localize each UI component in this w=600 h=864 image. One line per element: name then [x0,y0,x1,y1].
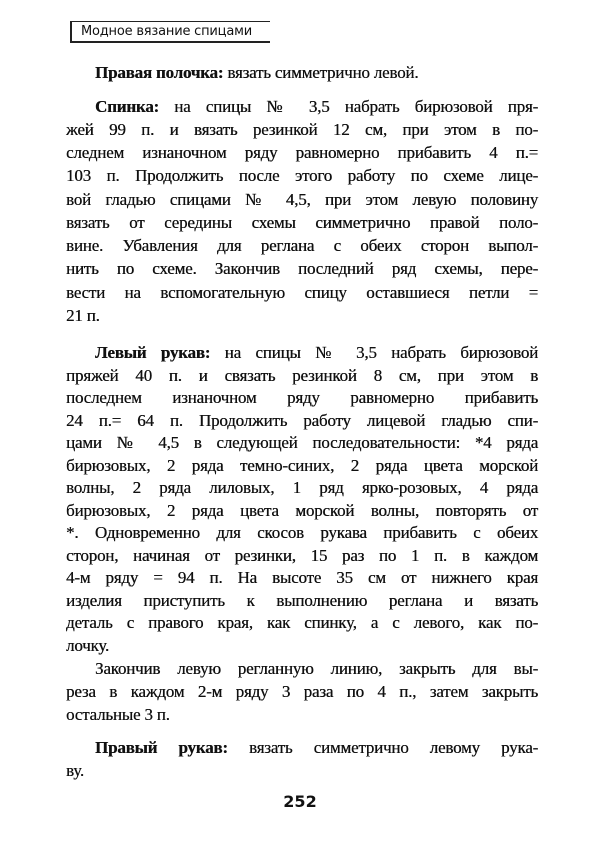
paragraph-back-line [66,282,538,303]
paragraph-left-sleeve-line [66,455,538,476]
line-text: бирюзовых, 2 ряда темно-синих, 2 ряда цвета морской [66,455,538,475]
paragraph-left-sleeve-line [66,477,538,498]
line-text: 21 п. [66,306,100,325]
paragraph-back-line [66,212,538,233]
line-text: вести на вспомогательную спицу оставшиеся петли = [66,283,538,302]
paragraph-neckline-line [66,681,538,702]
line-text: следнем изнаночном ряду равномерно прибавить 4 п.= [66,143,538,162]
line-text: изделия приступить к выполнению реглана и вязать [66,590,538,610]
running-title: Модное вязание спицами [81,24,252,39]
line-text: реза в каждом 2-м ряду 3 раза по 4 п., затем закрыть [66,682,538,701]
line-text: 103 п. Продолжить после этого работу по схеме лице- [66,166,538,185]
section-heading: Правый рукав: [95,738,228,757]
paragraph-neckline-line [66,704,538,725]
paragraph-left-sleeve-line [66,635,538,656]
line-text: волны, 2 ряда лиловых, 1 ряд ярко-розовых, 4 ряда [66,478,538,497]
line-text: последнем изнаночном ряду равномерно прибавить [66,388,538,407]
paragraph-left-sleeve-line [66,612,538,633]
line-text: цами № 4,5 в следующей последовательности: *4 ряда [66,433,538,452]
line-text: деталь с правого края, как спинку, а с левого, как по- [66,613,538,632]
line-text: нить по схеме. Закончив последний ряд схемы, пере- [66,259,538,278]
paragraph-left-sleeve-line [66,432,538,453]
line-text: Закончив левую регланную линию, закрыть для вы- [95,659,538,678]
paragraph-left-sleeve-line [66,410,538,431]
paragraph-left-sleeve-line [66,522,538,543]
paragraph-left-sleeve-line [66,365,538,386]
paragraph-back-line [66,189,538,210]
paragraph-right-sleeve-line [95,737,538,758]
line-text: пряжей 40 п. и связать резинкой 8 см, при этом в [66,365,538,385]
paragraph-left-sleeve-line [66,545,538,566]
line-text: *. Одновременно для скосов рукава прибавить с обеих [66,523,538,542]
line-text: на спицы № 3,5 набрать бирюзовой [210,343,538,362]
running-header [70,21,270,43]
line-text: вязать симметрично левой. [223,63,419,82]
section-heading: Спинка: [95,97,159,116]
line-text: вязать от середины схемы симметрично правой поло- [66,213,538,232]
section-heading: Правая полочка: [95,63,224,82]
line-text: бирюзовых, 2 ряда цвета морской волны, повторять от [66,500,538,520]
line-text: вой гладью спицами № 4,5, при этом левую половину [66,190,538,209]
line-text: на спицы № 3,5 набрать бирюзовой пря- [158,97,538,116]
line-text: ву. [66,761,84,780]
paragraph-left-sleeve-line [95,342,538,363]
section-heading: Левый рукав: [95,343,211,362]
line-text: сторон, начиная от резинки, 15 раз по 1 п. в каждом [66,545,538,565]
line-text: жей 99 п. и вязать резинкой 12 см, при этом в по- [66,120,538,139]
paragraph-neckline-line [95,658,538,679]
paragraph-back-line [66,305,538,326]
line-text: остальные 3 п. [66,705,170,724]
paragraph-left-sleeve-line [66,500,538,521]
line-text: 24 п.= 64 п. Продолжить работу лицевой гладью спи- [66,410,538,430]
line-text: 4-м ряду = 94 п. На высоте 35 см от нижнего края [66,568,538,587]
page-number: 252 [283,792,317,811]
line-text: лочку. [66,635,109,655]
line-text: вине. Убавления для реглана с обеих сторон выпол- [66,236,538,255]
paragraph-left-sleeve-line [66,590,538,611]
paragraph-back-line [66,142,538,163]
paragraph-back-line [66,235,538,256]
paragraph-right-front-line [95,62,538,83]
paragraph-back-line [95,96,538,117]
line-text: вязать симметрично левому рука- [227,738,539,757]
paragraph-right-sleeve-line [66,760,538,781]
paragraph-left-sleeve-line [66,567,538,588]
paragraph-back-line [66,258,538,279]
paragraph-back-line [66,119,538,140]
paragraph-left-sleeve-line [66,387,538,408]
paragraph-back-line [66,165,538,186]
